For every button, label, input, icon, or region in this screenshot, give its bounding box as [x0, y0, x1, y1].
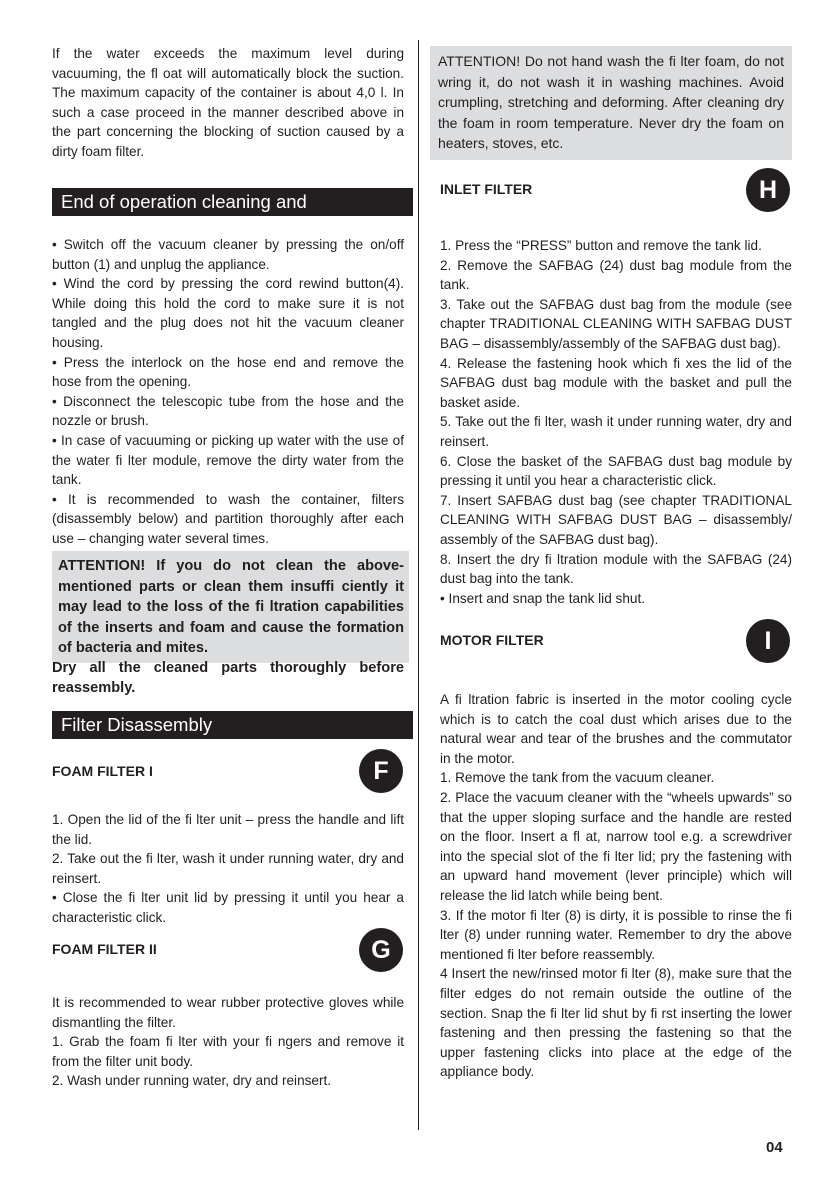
list-item: It is recommended to wear rubber protective gloves while dismantling the filter.	[52, 995, 404, 1030]
badge-f-icon: F	[359, 749, 403, 793]
foam-filter-1-list	[52, 810, 404, 928]
list-item: • In case of vacuuming or picking up water with the use of the water fi lter module, remove the dirty water from the tank.	[52, 432, 404, 488]
list-item: • Switch off the vacuum cleaner by pressing the on/off button (1) and unplug the appliance.	[52, 237, 404, 272]
motor-filter-list	[440, 690, 792, 1082]
list-item: 1. Grab the foam fi lter with your fi ngers and remove it from the filter unit body.	[52, 1034, 404, 1069]
list-item: A fi ltration fabric is inserted in the motor cooling cycle which is to catch the coal dust which arises due to the natural wear and tear of the brushes and the commutator in the motor.	[440, 692, 792, 766]
list-item: • Wind the cord by pressing the cord rewind button(4). While doing this hold the cord to make sure it is not tangled and the plug does not hit the vacuum cleaner housing.	[52, 276, 404, 350]
section-title: End of operation cleaning and maintenance	[61, 191, 307, 240]
badge-i-icon: I	[746, 619, 790, 663]
foam-filter-2-list	[52, 993, 404, 1091]
intro-text: If the water exceeds the maximum level during vacuuming, the fl oat will automatically block the suction. The maximum capacity of the container is about 4,0 l. In such a case proceed in the manner described above in the part concerning the blocking of suction caused by a dirty foam filter.	[52, 46, 404, 159]
list-item: 4 Insert the new/rinsed motor fi lter (8), make sure that the filter edges do not remain outside the outline of the section. Snap the fi lter lid shut by fi rst inserting the lower fastening and then pressing the fastening so that the upper fastening clicks into place at the edge of the appliance body.	[440, 966, 792, 1080]
section-title: Filter Disassembly	[61, 714, 213, 735]
list-item: 2. Take out the fi lter, wash it under running water, dry and reinsert.	[52, 851, 404, 886]
dry-note-text: Dry all the cleaned parts thoroughly before reassembly.	[52, 660, 404, 696]
list-item: 2. Place the vacuum cleaner with the “wheels upwards” so that the upper sloping surface and the handle are rested on the floor. Insert a fl at, narrow tool e.g. a screwdriver into the special slot of the fi lter lid; pry the fastening with an upward hand movement (lever principle) which will release the lid latch while being bent.	[440, 789, 792, 903]
badge-h-icon: H	[746, 168, 790, 212]
list-item: 3. If the motor fi lter (8) is dirty, it is possible to rinse the fi lter (8) under running water. Remember to dry the above mentioned fi lter before reassembly.	[440, 907, 792, 962]
list-item: 6. Close the basket of the SAFBAG dust bag module by pressing it until you hear a characteristic click.	[440, 453, 792, 489]
list-item: 1. Remove the tank from the vacuum cleaner.	[440, 770, 715, 786]
list-item: • Disconnect the telescopic tube from the hose and the nozzle or brush.	[52, 393, 404, 429]
motor-filter-heading: MOTOR FILTER	[440, 632, 544, 648]
attention-text: ATTENTION! Do not hand wash the fi lter foam, do not wring it, do not wash it in washing machines. Avoid crumpling, stretching and deforming. After cleaning dry the foam in room temperature. Never dry the foam on heaters, stoves, etc.	[438, 53, 784, 151]
list-item: • Press the interlock on the hose end and remove the hose from the opening.	[52, 354, 404, 390]
foam-filter-2-heading: FOAM FILTER II	[52, 941, 157, 957]
list-item: 7. Insert SAFBAG dust bag (see chapter TRADITIONAL CLEANING WITH SAFBAG DUST BAG – disassembly/ assembly of the SAFBAG dust bag).	[440, 492, 792, 547]
intro-paragraph	[52, 44, 404, 162]
list-item: 2. Wash under running water, dry and reinsert.	[52, 1073, 332, 1089]
list-item: 1. Press the “PRESS” button and remove the tank lid.	[440, 238, 762, 253]
list-item: 2. Remove the SAFBAG (24) dust bag module from the tank.	[440, 257, 792, 293]
section-heading-filter-disassembly	[52, 711, 413, 739]
section-heading-end-of-operation	[52, 188, 413, 240]
list-item: • Close the fi lter unit lid by pressing it until you hear a characteristic click.	[52, 890, 404, 925]
dry-note	[52, 658, 404, 698]
inlet-filter-list	[440, 236, 792, 608]
attention-text: ATTENTION! If you do not clean the above-mentioned parts or clean them insuffi ciently it may lead to the loss of the fi ltration capabilities of the inserts and foam and cause the formation of bacteria and mites.	[58, 558, 404, 656]
attention-box-cleaning	[52, 551, 409, 663]
page-number: 04	[766, 1139, 783, 1156]
attention-box-foam	[430, 46, 792, 160]
column-divider	[418, 40, 419, 1130]
list-item: 1. Open the lid of the fi lter unit – press the handle and lift the lid.	[52, 812, 404, 847]
foam-filter-1-heading: FOAM FILTER I	[52, 763, 153, 779]
maintenance-list	[52, 235, 404, 549]
list-item: 3. Take out the SAFBAG dust bag from the module (see chapter TRADITIONAL CLEANING WITH SAFBAG DUST BAG – disassembly/assembly of the SAFBAG dust bag).	[440, 296, 792, 351]
list-item: 4. Release the fastening hook which fi xes the lid of the SAFBAG dust bag module with the basket and pull the basket aside.	[440, 355, 792, 410]
list-item: 5. Take out the fi lter, wash it under running water, dry and reinsert.	[440, 414, 792, 449]
list-item: • It is recommended to wash the container, filters (disassembly below) and partition thoroughly after each use – changing water several times.	[52, 491, 404, 546]
badge-g-icon: G	[359, 928, 403, 972]
list-item: 8. Insert the dry fi ltration module with the SAFBAG (24) dust bag into the tank.	[440, 551, 792, 587]
inlet-filter-heading: INLET FILTER	[440, 181, 533, 197]
list-item: • Insert and snap the tank lid shut.	[440, 590, 646, 606]
